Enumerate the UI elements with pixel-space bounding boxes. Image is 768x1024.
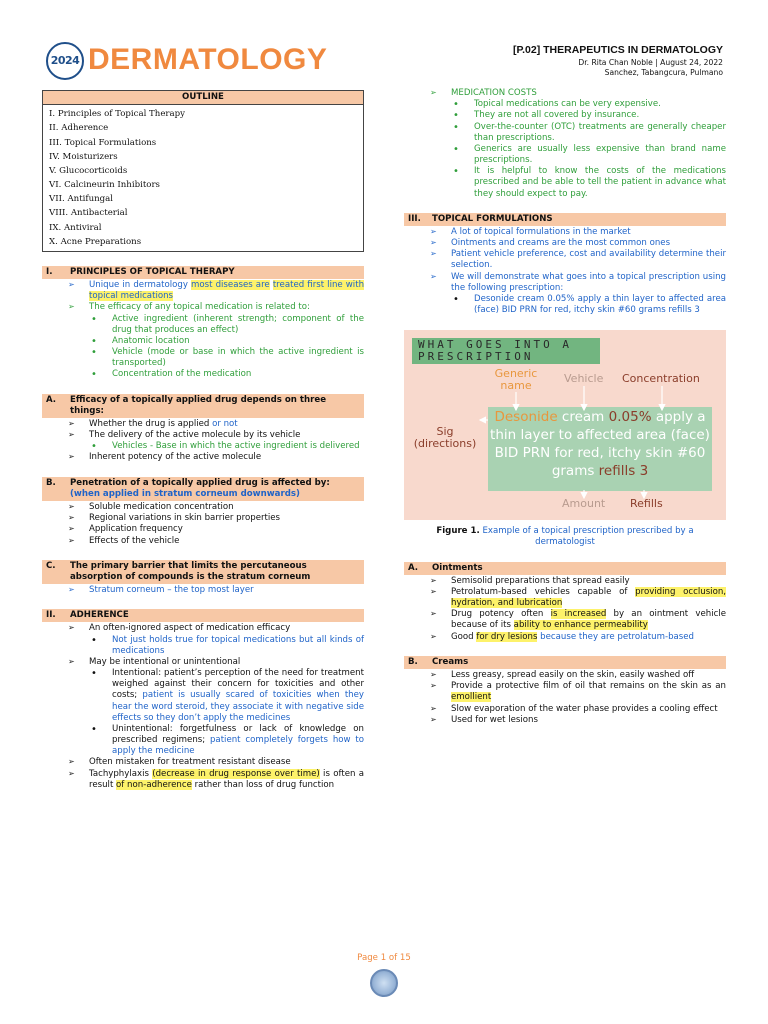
list-item: ➢ Often mistaken for treatment resistant disease [68, 757, 364, 768]
subsection-heading-efficacy: A. Efficacy of a topically applied drug depends on three things: [42, 394, 364, 418]
label-amount: Amount [562, 497, 606, 511]
list-item: ➢ A lot of topical formulations in the market [430, 227, 726, 238]
outline-item[interactable]: V. Glucocorticoids [49, 165, 128, 176]
university-seal-icon [370, 969, 398, 997]
principles-list [42, 280, 364, 381]
document-title: [P.02] THERAPEUTICS IN DERMATOLOGY [512, 44, 723, 56]
costs-list [404, 88, 726, 200]
outline-item[interactable]: IV. Moisturizers [49, 151, 118, 162]
list-item: ➢ Regional variations in skin barrier properties [68, 513, 364, 524]
outline-list [43, 105, 363, 251]
list-item: ➢ Provide a protective film of oil that remains on the skin as an emollient [430, 681, 726, 703]
list-item: ➢ The delivery of the active molecule by its vehicle • Vehicles - Base in which the active ingredient is delivered [68, 430, 364, 452]
outline-item[interactable]: VI. Calcineurin Inhibitors [49, 180, 160, 191]
list-item: ➢ Effects of the vehicle [68, 536, 364, 547]
outline-heading: OUTLINE [43, 91, 363, 105]
list-item: ➢ Semisolid preparations that spread easily [430, 576, 726, 587]
list-item: • Not just holds true for topical medications but all kinds of medications [89, 635, 364, 657]
outline-item[interactable]: IX. Antiviral [49, 222, 102, 233]
ointments-list [404, 576, 726, 643]
document-header-info [513, 44, 723, 77]
list-item: ➢ Drug potency often is increased by an ointment vehicle because of its ability to enhance permeability [430, 609, 726, 631]
list-item: • Generics are usually less expensive than brand name prescriptions. [451, 144, 726, 166]
section-heading-principles: I. PRINCIPLES OF TOPICAL THERAPY [42, 266, 364, 279]
creams-list [404, 670, 726, 726]
outline-item[interactable]: III. Topical Formulations [49, 137, 157, 148]
list-item: ➢ May be intentional or unintentional • Intentional: patient’s perception of the need for treatment weighed against their concern for toxicities and other costs; patient is usually scared of toxicities when they hear the word steroid, they associate it with negative side effects so they don’t apply the medicines • Unintentional: forgetfulness or lack of knowledge on prescribed regimens; patient completely forgets how to apply the medicine [68, 657, 364, 758]
list-item: ➢ Tachyphylaxis (decrease in drug response over time) is often a result of non-adherence rather than loss of drug function [68, 769, 364, 791]
brand-title: DERMATOLOGY [88, 43, 328, 76]
logo-2024: 2024 [46, 42, 84, 80]
list-item: ➢ Soluble medication concentration [68, 502, 364, 513]
label-generic-name: Generic name [494, 367, 538, 392]
transers-line: Sanchez, Tabangcura, Pulmano [604, 67, 723, 77]
list-item: • Over-the-counter (OTC) treatments are generally cheaper than prescriptions. [451, 122, 726, 144]
author-line: Dr. Rita Chan Noble | August 24, 2022 [578, 57, 723, 67]
outline-item[interactable]: II. Adherence [49, 123, 109, 134]
list-item: ➢ Application frequency [68, 524, 364, 535]
list-item: ➢ Used for wet lesions [430, 715, 726, 726]
list-item: • Concentration of the medication [89, 369, 364, 380]
list-item: • Vehicles - Base in which the active ingredient is delivered [89, 441, 364, 452]
figure-caption: Figure 1. Example of a topical prescription prescribed by a dermatologist [436, 526, 694, 548]
subsection-heading-penetration: B. Penetration of a topically applied drug is affected by: (when applied in stratum corneum downwards) [42, 477, 364, 501]
list-item: ➢ Less greasy, spread easily on the skin, easily washed off [430, 670, 726, 681]
list-item: ➢ Good for dry lesions because they are petrolatum-based [430, 632, 726, 643]
list-item: ➢ We will demonstrate what goes into a topical prescription using the following prescription: • Desonide cream 0.05% apply a thin layer to affected area (face) BID PRN for red, itchy skin #60 grams refills 3 [430, 272, 726, 317]
subsection-heading-barrier: C. The primary barrier that limits the percutaneous absorption of compounds is the stratum corneum [42, 560, 364, 584]
outline-item[interactable]: VIII. Antibacterial [49, 208, 128, 219]
label-refills: Refills [630, 497, 663, 511]
page-number: Page 1 of 15 [357, 953, 411, 963]
left-column [42, 90, 364, 791]
label-concentration: Concentration [622, 372, 700, 386]
list-item: • Anatomic location [89, 336, 364, 347]
list-item: • Active ingredient (inherent strength; component of the drug that produces an effect) [89, 314, 364, 336]
list-item: • Desonide cream 0.05% apply a thin layer to affected area (face) BID PRN for red, itchy skin #60 grams refills 3 [451, 294, 726, 316]
section-heading-topical-formulations: III. TOPICAL FORMULATIONS [404, 213, 726, 226]
list-item: • Topical medications can be very expensive. [451, 99, 726, 110]
right-column [404, 88, 726, 726]
figure-title: WHAT GOES INTO A PRESCRIPTION [412, 338, 600, 364]
list-item: • It is helpful to know the costs of the medications prescribed and be able to tell the patient in advance what they should expect to pay. [451, 166, 726, 200]
list-item: ➢ Unique in dermatology most diseases are treated first line with topical medications [68, 280, 364, 302]
section-heading-adherence: II. ADHERENCE [42, 609, 364, 622]
list-item: ➢ Slow evaporation of the water phase provides a cooling effect [430, 704, 726, 715]
list-item: ➢ Stratum corneum – the top most layer [68, 585, 364, 596]
outline-box [42, 90, 364, 252]
subsection-heading-ointments: A. Ointments [404, 562, 726, 575]
list-item: ➢ Patient vehicle preference, cost and availability determine their selection. [430, 249, 726, 271]
list-item: ➢ Ointments and creams are the most common ones [430, 238, 726, 249]
list-item: ➢ An often-ignored aspect of medication efficacy • Not just holds true for topical medications but all kinds of medications [68, 623, 364, 657]
subsection-heading-creams: B. Creams [404, 656, 726, 669]
list-item: ➢ Whether the drug is applied or not [68, 419, 364, 430]
list-item: • Unintentional: forgetfulness or lack of knowledge on prescribed regimens; patient completely forgets how to apply the medicine [89, 724, 364, 758]
list-item: ➢ The efficacy of any topical medication is related to: • Active ingredient (inherent strength; component of the drug that produces an effect) • Anatomic location • Vehicle (mode or base in which the active ingredient is transported) • Concentration of the medication [68, 302, 364, 380]
list-item: ➢ Petrolatum-based vehicles capable of providing occlusion, hydration, and lubrication [430, 587, 726, 609]
efficacy-list [42, 419, 364, 464]
formulations-list [404, 227, 726, 316]
outline-item[interactable]: I. Principles of Topical Therapy [49, 109, 186, 120]
penetration-list [42, 502, 364, 547]
list-item: ➢ Inherent potency of the active molecule [68, 452, 364, 463]
outline-item[interactable]: VII. Antifungal [49, 194, 114, 205]
adherence-list [42, 623, 364, 791]
outline-item[interactable]: X. Acne Preparations [49, 236, 142, 247]
list-item: • Vehicle (mode or base in which the active ingredient is transported) [89, 347, 364, 369]
list-item: • Intentional: patient’s perception of the need for treatment weighed against their concern for toxicities and other costs; patient is usually scared of toxicities when they hear the word steroid, they associate it with negative side effects so they don’t apply the medicines [89, 668, 364, 724]
label-vehicle: Vehicle [564, 372, 604, 386]
list-item: ➢ MEDICATION COSTS • Topical medications can be very expensive. • They are not all covered by insurance. • Over-the-counter (OTC) treatments are generally cheaper than prescriptions. • Generics are usually less expensive than brand name prescriptions. • It is helpful to know the costs of the medications prescribed and be able to tell the patient in advance what they should expect to pay. [430, 88, 726, 200]
prescription-text: Desonide cream 0.05% apply a thin layer to affected area (face) BID PRN for red, itchy skin #60 grams refills 3 [490, 409, 710, 479]
label-sig: Sig (directions) [413, 425, 477, 451]
barrier-list [42, 585, 364, 596]
list-item: • They are not all covered by insurance. [451, 110, 726, 121]
prescription-figure [404, 330, 726, 520]
